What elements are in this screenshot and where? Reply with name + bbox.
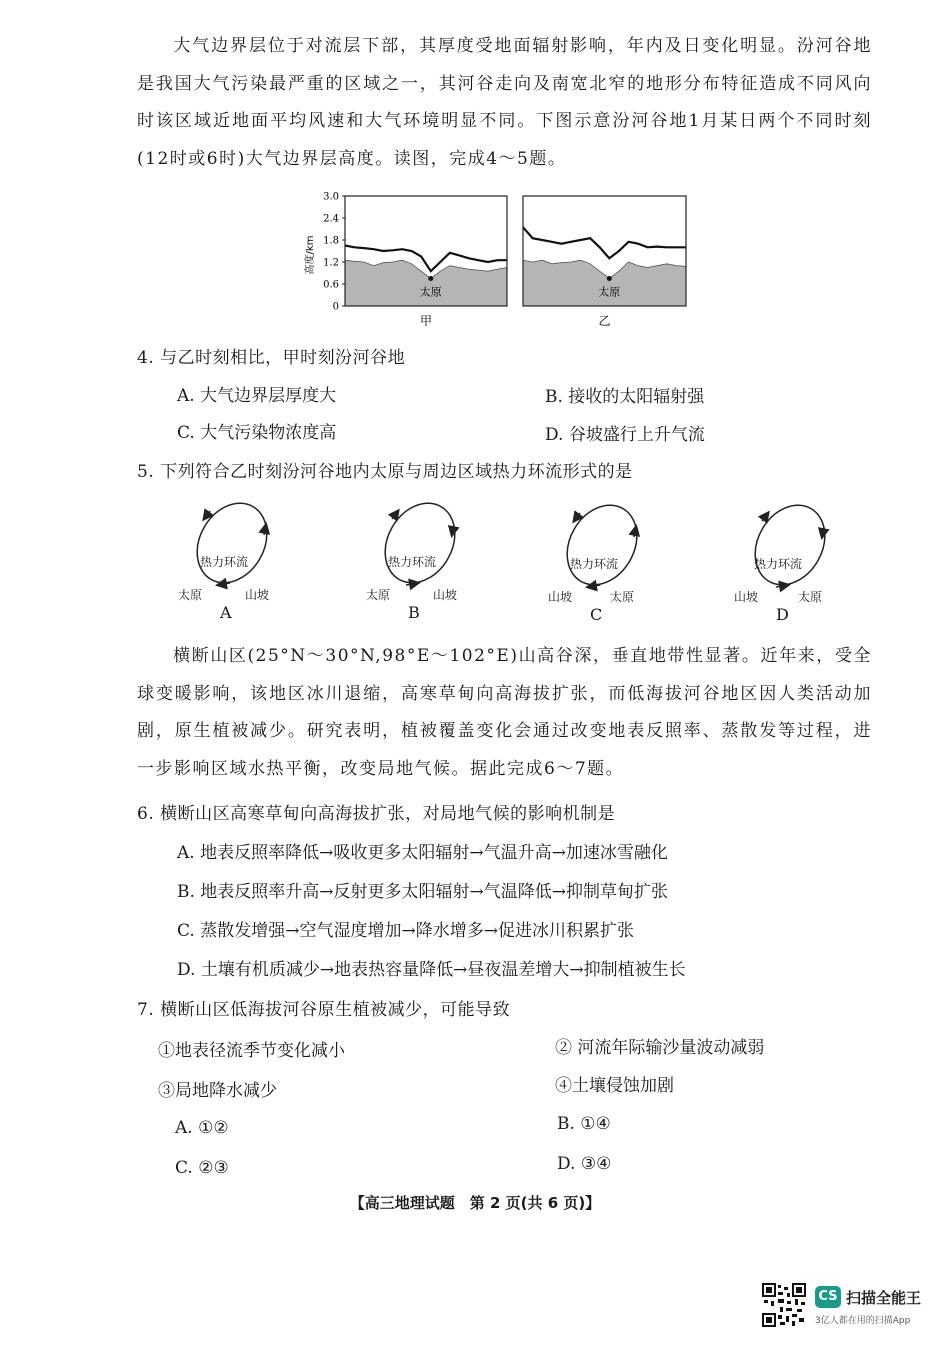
q6-option-a[interactable]: A. 地表反照率降低→吸收更多太阳辐射→气温升高→加速冰雪融化 [177,843,668,863]
option-letter: C [590,605,603,624]
circulation-loop [170,493,290,593]
q7-statement-1: ①地表径流季节变化减小 [158,1041,345,1061]
boundary-layer-line [523,227,686,258]
circulation-label: 热力环流 [388,555,437,569]
question-5-stem: 5. 下列符合乙时刻汾河谷地内太原与周边区域热力环流形式的是 [137,462,633,482]
option-letter: B [408,603,420,622]
q4-option-c[interactable]: C. 大气污染物浓度高 [177,423,337,443]
q4-option-b[interactable]: B. 接收的太阳辐射强 [545,387,705,407]
option-letter: A [220,603,232,622]
circulation-label: 热力环流 [754,557,803,571]
terrain-area [345,260,507,306]
y-tick-label: 0.6 [323,279,339,291]
q6-option-c[interactable]: C. 蒸散发增强→空气湿度增加→降水增多→促进冰川积累扩张 [177,921,634,941]
boundary-layer-chart [295,185,695,335]
y-tick-label: 1.2 [323,257,339,269]
y-tick-label: 3.0 [323,191,339,203]
q7-option-c[interactable]: C. ②③ [175,1158,229,1178]
circulation-loop [540,495,660,595]
taiyuan-point [607,276,612,281]
q4-option-a[interactable]: A. 大气边界层厚度大 [177,386,337,406]
taiyuan-label: 太原 [598,285,621,299]
q7-statement-3: ③局地降水减少 [158,1081,277,1101]
scanner-tagline: 3亿人都在用的扫描App [815,1316,911,1326]
intro-paragraph-2: 横断山区(25°N～30°N,98°E～102°E)山高谷深，垂直地带性显著。近年来，受全球变暖影响，该地区冰川退缩，高寒草甸向高海拔扩张，而低海拔河谷地区因人类活动加剧，原生植被减少。研究表明，植被覆盖变化会通过改变地表反照率、蒸散发等过程，进一步影响区域水热平衡，改变局地气候。据此完成6～7题。 [137,646,872,779]
question-7-stem: 7. 横断山区低海拔河谷原生植被减少，可能导致 [137,1000,511,1020]
circulation-diagram-a[interactable] [170,493,290,628]
terrain-area [523,260,686,306]
taiyuan-point [428,276,433,281]
left-label: 太原 [366,588,391,602]
q7-option-a[interactable]: A. ①② [175,1118,229,1138]
q6-option-d[interactable]: D. 土壤有机质减少→地表热容量降低→昼夜温差增大→抑制植被生长 [177,960,686,980]
circulation-loop [728,495,848,595]
question-4-stem: 4. 与乙时刻相比，甲时刻汾河谷地 [137,348,406,368]
left-label: 太原 [178,588,203,602]
y-tick-label: 0 [332,301,339,313]
q7-statement-2: ② 河流年际输沙量波动减弱 [555,1038,765,1058]
q7-statement-4: ④土壤侵蚀加剧 [555,1076,674,1096]
right-label: 山坡 [433,588,458,602]
panel-name: 乙 [598,314,611,328]
y-tick-label: 1.8 [323,235,339,247]
right-label: 山坡 [245,588,270,602]
circulation-diagram-c[interactable] [540,495,660,630]
circulation-label: 热力环流 [200,555,249,569]
right-label: 太原 [610,590,635,604]
circulation-diagram-b[interactable] [358,493,478,628]
circulation-diagram-d[interactable] [728,495,848,630]
left-label: 山坡 [734,590,759,604]
taiyuan-label: 太原 [419,285,442,299]
page-footer: 【高三地理试题 第 2 页(共 6 页)】 [349,1194,601,1212]
q4-option-d[interactable]: D. 谷坡盛行上升气流 [545,425,705,445]
scanner-app-name: 扫描全能王 [846,1289,922,1307]
circulation-label: 热力环流 [570,557,619,571]
q7-option-b[interactable]: B. ①④ [557,1114,611,1134]
left-label: 山坡 [548,590,573,604]
qr-code-icon [762,1283,806,1327]
panel-name: 甲 [419,314,433,328]
right-label: 太原 [798,590,823,604]
y-tick-label: 2.4 [323,213,339,225]
question-6-stem: 6. 横断山区高寒草甸向高海拔扩张，对局地气候的影响机制是 [137,804,616,824]
q7-option-d[interactable]: D. ③④ [557,1154,612,1174]
option-letter: D [776,605,789,624]
intro-paragraph-1: 大气边界层位于对流层下部，其厚度受地面辐射影响，年内及日变化明显。汾河谷地是我国大气污染最严重的区域之一，其河谷走向及南宽北窄的地形分布特征造成不同风向时该区域近地面平均风速和大气环境明显不同。下图示意汾河谷地1月某日两个不同时刻(12时或6时)大气边界层高度。读图，完成4～5题。 [137,36,872,169]
camscanner-logo-icon: CS [815,1286,841,1308]
circulation-loop [358,493,478,593]
q6-option-b[interactable]: B. 地表反照率升高→反射更多太阳辐射→气温降低→抑制草甸扩张 [177,882,669,902]
y-axis-label: 高度/km [305,235,316,275]
